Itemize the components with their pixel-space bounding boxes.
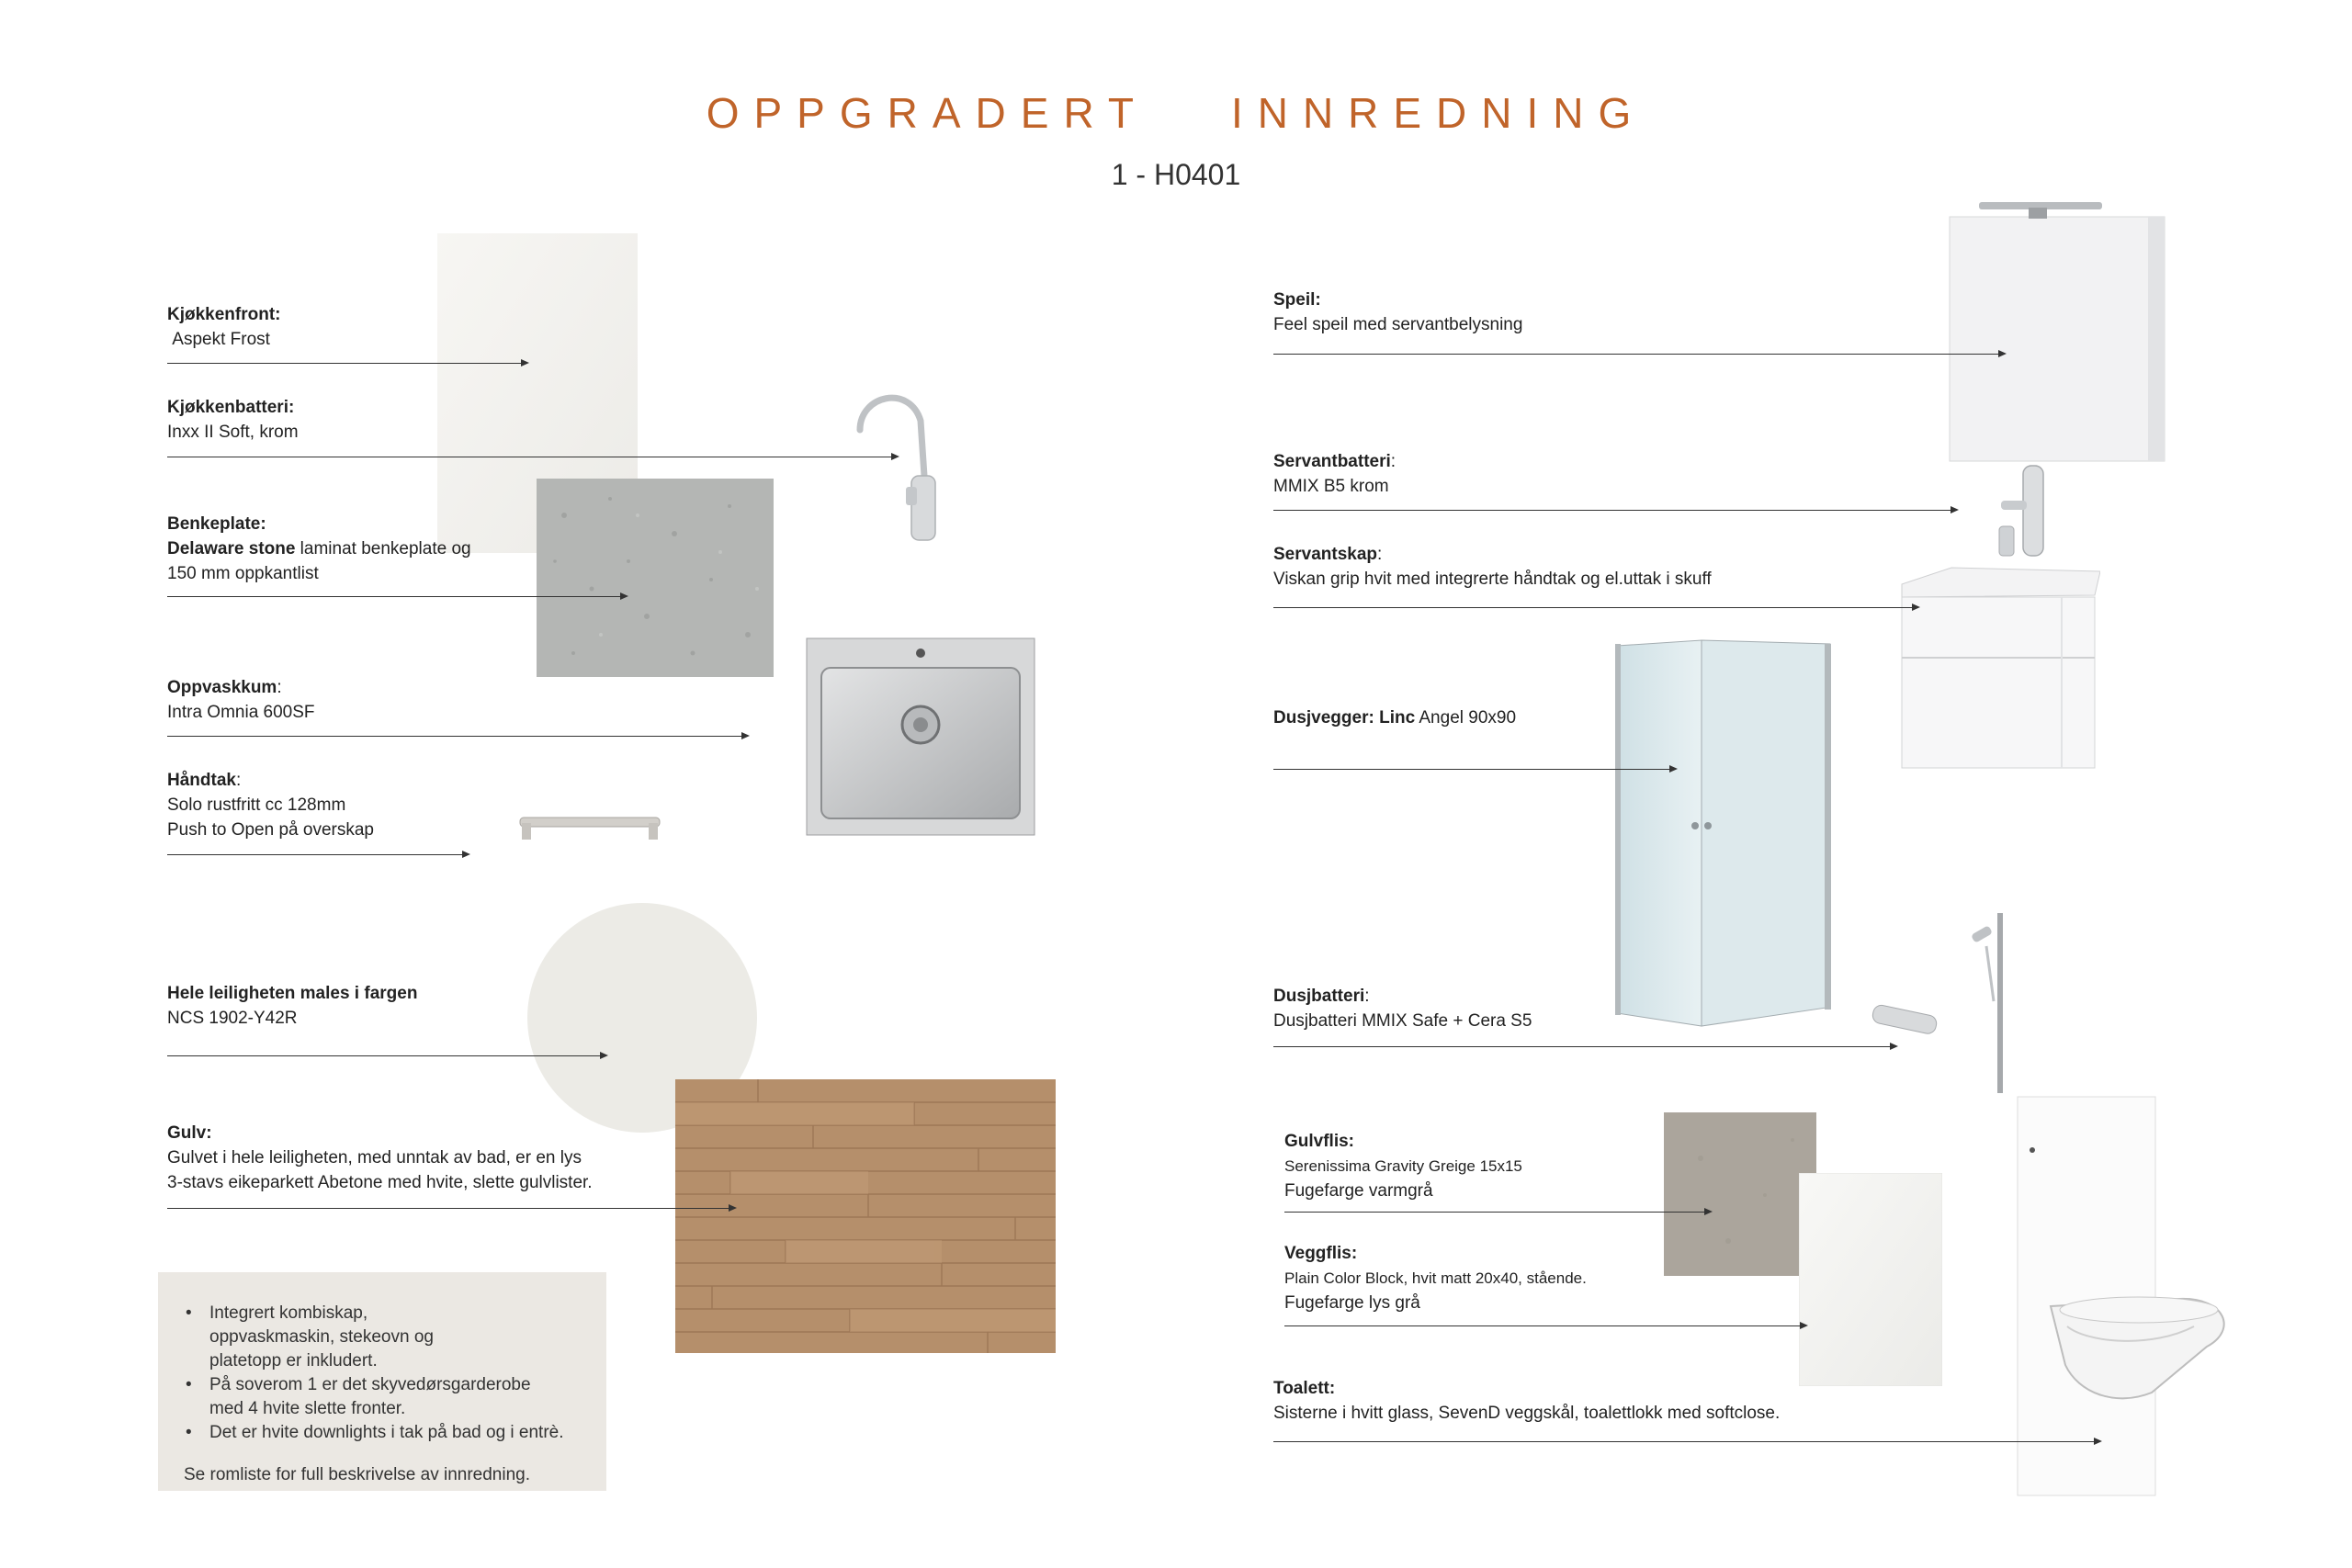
oppvaskkum-label	[167, 675, 315, 725]
oppvaskkum-title: Oppvaskkum	[167, 678, 277, 697]
kjokkenfront-pointer-line	[167, 363, 527, 364]
kjokkenbatteri-value: Inxx II Soft, krom	[167, 423, 299, 442]
dusjvegger-label	[1273, 705, 1516, 730]
kjokkenbatteri-label	[167, 395, 299, 445]
servantbatteri-value: MMIX B5 krom	[1273, 477, 1389, 496]
dusjbatteri-value: Dusjbatteri MMIX Safe + Cera S5	[1273, 1011, 1532, 1031]
gulvflis-pointer-line	[1284, 1212, 1711, 1213]
veggflis-pointer-line	[1284, 1325, 1806, 1326]
dusjbatteri-pointer-line	[1273, 1046, 1896, 1047]
maling-title: Hele leiligheten males i fargen	[167, 984, 418, 1003]
oppvaskkum-image	[805, 637, 1036, 837]
toalett-title: Toalett:	[1273, 1379, 1336, 1398]
handtak-value-line2: Push to Open på overskap	[167, 820, 374, 840]
servantskap-colon: :	[1377, 545, 1383, 564]
veggflis-label	[1284, 1241, 1587, 1315]
dusjvegger-title: Dusjvegger:	[1273, 708, 1374, 728]
speil-label	[1273, 288, 1522, 337]
info-bullet-3	[182, 1421, 586, 1445]
oppvaskkum-colon: :	[277, 678, 282, 697]
servantskap-value: Viskan grip hvit med integrerte håndtak og el.uttak i skuff	[1273, 570, 1712, 589]
oppvaskkum-value: Intra Omnia 600SF	[167, 703, 315, 722]
handtak-image	[516, 810, 663, 841]
dusjvegger-value: Angel 90x90	[1415, 708, 1517, 728]
toalett-pointer-line	[1273, 1441, 2100, 1442]
benkeplate-swatch-image	[537, 479, 774, 677]
title-word-1: OPPGRADERT	[706, 89, 1148, 137]
benkeplate-value-rest: laminat benkeplate og	[295, 539, 471, 558]
maling-value: NCS 1902-Y42R	[167, 1009, 298, 1028]
info-bullet-1-line-1: Integrert kombiskap,	[209, 1303, 368, 1323]
benkeplate-value-bold: Delaware stone	[167, 539, 296, 558]
veggflis-value-line2: Fugefarge lys grå	[1284, 1293, 1420, 1313]
kjokkenbatteri-image	[854, 384, 946, 542]
info-bullet-2-line-2: med 4 hvite slette fronter.	[209, 1399, 406, 1418]
info-bullet-1-line-2: oppvaskmaskin, stekeovn og	[209, 1327, 434, 1347]
handtak-title: Håndtak	[167, 771, 236, 790]
gulv-label	[167, 1121, 593, 1195]
gulvflis-title: Gulvflis:	[1284, 1132, 1355, 1151]
servantskap-title: Servantskap	[1273, 545, 1378, 564]
toalett-image	[2014, 1089, 2242, 1497]
handtak-colon: :	[235, 771, 242, 790]
benkeplate-label	[167, 512, 498, 586]
servantskap-image	[1896, 564, 2100, 773]
speil-value: Feel speil med servantbelysning	[1273, 315, 1523, 334]
benkeplate-pointer-line	[167, 596, 627, 597]
info-bullet-list	[182, 1302, 586, 1445]
veggflis-swatch	[1799, 1173, 1942, 1386]
info-note: Se romliste for full beskrivelse av innredning.	[184, 1465, 531, 1484]
gulvflis-swatch	[1664, 1112, 1816, 1276]
dusjvegger-image	[1610, 637, 1836, 1030]
servantbatteri-label	[1273, 449, 1396, 499]
gulvflis-value-line1: Serenissima Gravity Greige 15x15	[1284, 1157, 1522, 1175]
dusjbatteri-colon: :	[1364, 987, 1370, 1006]
kjokkenfront-title: Kjøkkenfront:	[167, 305, 281, 324]
gulv-value-line2: 3-stavs eikeparkett Abetone med hvite, slette gulvlister.	[167, 1173, 593, 1192]
info-bullet-2-line-1: På soverom 1 er det skyvedørsgarderobe	[209, 1375, 531, 1394]
dusjbatteri-label	[1273, 984, 1532, 1033]
handtak-value-line1: Solo rustfritt cc 128mm	[167, 795, 346, 815]
veggflis-title: Veggflis:	[1284, 1244, 1358, 1263]
info-bullet-2	[182, 1373, 586, 1421]
kjokkenfront-value: Aspekt Frost	[172, 330, 270, 349]
servantskap-pointer-line	[1273, 607, 1918, 608]
speil-title: Speil:	[1273, 290, 1321, 310]
speil-image	[1946, 198, 2172, 465]
page-title	[0, 88, 2352, 138]
kjokkenfront-label	[167, 302, 281, 352]
gulvflis-label	[1284, 1129, 1522, 1203]
info-bullet-1	[182, 1302, 586, 1373]
dusjvegger-pointer-line	[1273, 769, 1676, 770]
veggflis-value-line1: Plain Color Block, hvit matt 20x40, stående.	[1284, 1269, 1587, 1287]
title-word-2: INNREDNING	[1230, 89, 1646, 137]
handtak-pointer-line	[167, 854, 469, 855]
maling-pointer-line	[167, 1055, 606, 1056]
gulvflis-value-line2: Fugefarge varmgrå	[1284, 1181, 1433, 1201]
oppvaskkum-pointer-line	[167, 736, 748, 737]
servantbatteri-colon: :	[1390, 452, 1396, 471]
info-bullet-1-line-3: platetopp er inkludert.	[209, 1351, 378, 1371]
dusjbatteri-image	[1869, 909, 2029, 1097]
servantbatteri-title: Servantbatteri	[1273, 452, 1391, 471]
maling-label	[167, 981, 417, 1031]
gulv-title: Gulv:	[167, 1123, 212, 1143]
kjokkenbatteri-title: Kjøkkenbatteri:	[167, 398, 295, 417]
servantskap-label	[1273, 542, 1712, 592]
dusjbatteri-title: Dusjbatteri	[1273, 987, 1365, 1006]
servantbatteri-pointer-line	[1273, 510, 1957, 511]
toalett-label	[1273, 1376, 1780, 1426]
info-box	[158, 1272, 606, 1491]
benkeplate-value-line2: 150 mm oppkantlist	[167, 564, 319, 583]
handtak-label	[167, 768, 374, 842]
gulv-value-line1: Gulvet i hele leiligheten, med unntak av bad, er en lys	[167, 1148, 582, 1168]
gulv-pointer-line	[167, 1208, 735, 1209]
benkeplate-title: Benkeplate:	[167, 514, 266, 534]
speil-pointer-line	[1273, 354, 2005, 355]
dusjvegger-brand: Linc	[1379, 708, 1416, 728]
page-subtitle: 1 - H0401	[1111, 158, 1241, 191]
gulv-parkett-image	[675, 1079, 1056, 1353]
info-bullet-3-line-1: Det er hvite downlights i tak på bad og i entrè.	[209, 1423, 564, 1442]
servantbatteri-image	[1994, 462, 2058, 558]
toalett-value: Sisterne i hvitt glass, SevenD veggskål, toalettlokk med softclose.	[1273, 1404, 1781, 1423]
